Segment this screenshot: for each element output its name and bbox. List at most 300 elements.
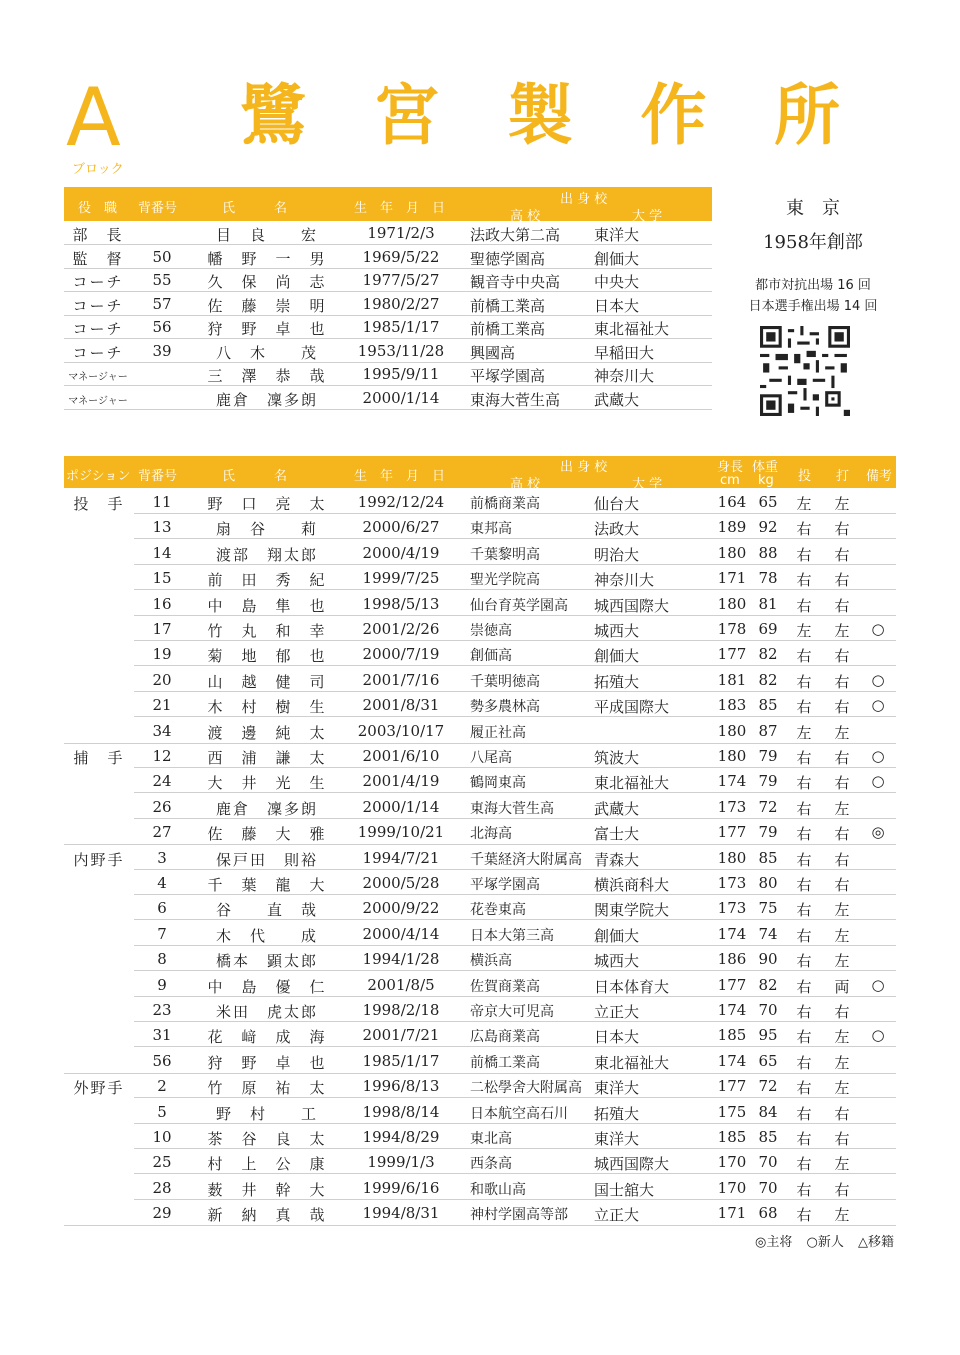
h-cell: 173 (717, 899, 747, 918)
team-char: 製 (507, 76, 573, 154)
birth-cell: 1994/8/31 (362, 1204, 440, 1223)
row-divider (134, 1173, 896, 1174)
team-char: 作 (640, 76, 707, 154)
row-divider (134, 919, 896, 920)
univ-cell: 東洋大 (594, 1079, 640, 1098)
h-cell: 175 (717, 1102, 747, 1121)
t-cell: 右 (796, 1028, 812, 1047)
high-cell: 前橋商業高 (470, 496, 540, 512)
num-cell: 12 (152, 747, 172, 765)
w-cell: 68 (758, 1204, 778, 1223)
num-cell: 17 (152, 620, 172, 638)
b-cell: 右 (834, 672, 850, 691)
b-cell: 右 (834, 1180, 850, 1199)
team-name (240, 76, 840, 154)
univ-cell: 立正大 (594, 1206, 640, 1225)
high-cell: 日本大第三高 (470, 927, 554, 944)
h-cell: 181 (717, 670, 747, 689)
birth-cell: 1998/8/14 (362, 1102, 440, 1121)
name-cell: 村 上 公 康 (207, 1155, 327, 1174)
founded: 1958年創部 (763, 232, 863, 253)
num-cell: 29 (152, 1204, 172, 1223)
player-row (64, 973, 896, 997)
name-cell: 大 井 光 生 (207, 774, 327, 793)
player-row (64, 719, 896, 744)
row-divider (134, 767, 896, 768)
player-row (64, 1049, 896, 1074)
row-divider (134, 945, 896, 946)
t-cell: 左 (796, 723, 812, 742)
row-divider (134, 615, 896, 616)
univ-cell: 東北福祉大 (594, 774, 670, 793)
birth-cell: 1985/1/17 (362, 1051, 440, 1070)
name-cell: 幡 野 一 男 (207, 249, 327, 268)
note-cell: ○ (871, 747, 885, 765)
high-cell: 二松學舍大附属高 (470, 1080, 582, 1097)
h-cell: 180 (717, 747, 747, 765)
w-cell: 72 (758, 1077, 778, 1096)
h-cell: 174 (717, 1001, 747, 1019)
num-cell: 31 (152, 1026, 172, 1045)
hdr-weight: 体重 (752, 460, 779, 475)
num-cell: 15 (152, 569, 172, 588)
player-row (64, 922, 896, 946)
team-char: 所 (774, 76, 840, 154)
name-cell: 三 澤 恭 哉 (207, 367, 327, 385)
name-cell: 中 島 隼 也 (207, 596, 327, 615)
num-cell: 9 (157, 975, 167, 994)
hdr-univ: 大 学 (632, 477, 663, 492)
hdr-throw: 投 (798, 469, 812, 484)
high-cell: 東海大菅生高 (470, 800, 554, 817)
w-cell: 69 (758, 620, 778, 638)
pos-cell: 投 手 (73, 495, 125, 513)
h-cell: 180 (717, 594, 747, 613)
h-cell: 186 (717, 950, 747, 969)
univ-cell: 日本大 (594, 296, 640, 315)
w-cell: 87 (758, 721, 778, 740)
b-cell: 左 (834, 1206, 850, 1225)
t-cell: 右 (796, 647, 812, 666)
high-cell: 千葉黎明高 (470, 546, 540, 563)
row-divider (134, 996, 896, 997)
name-cell: 前 田 秀 紀 (207, 571, 327, 590)
birth-cell: 2001/4/19 (362, 772, 440, 791)
player-row (64, 592, 896, 616)
univ-cell: 拓殖大 (594, 672, 640, 691)
w-cell: 65 (758, 1051, 778, 1070)
b-cell: 左 (834, 495, 850, 513)
name-cell: 花 﨑 成 海 (207, 1028, 327, 1047)
num-cell: 26 (152, 797, 172, 816)
birth-cell: 1971/2/3 (367, 224, 435, 242)
note-cell: ◎ (871, 823, 885, 842)
name-cell: 扇 谷 莉 (215, 520, 318, 539)
high-cell: 平塚学園高 (470, 877, 540, 893)
hdr-bat: 打 (836, 469, 850, 484)
t-cell: 右 (796, 901, 812, 920)
role-cell: 部 長 (72, 226, 124, 244)
birth-cell: 2000/4/14 (362, 924, 440, 943)
univ-cell: 拓殖大 (594, 1104, 640, 1123)
b-cell: 右 (834, 520, 850, 539)
name-cell: 鹿倉 凜多朗 (215, 799, 318, 818)
t-cell: 左 (796, 495, 812, 513)
high-cell: 平塚学園高 (470, 367, 546, 385)
num-cell: 20 (152, 670, 172, 689)
staff-row (64, 292, 712, 316)
row-divider (134, 818, 896, 819)
hdr-birth: 生 年 月 日 (354, 201, 446, 216)
w-cell: 81 (758, 594, 778, 613)
t-cell: 右 (796, 952, 812, 971)
h-cell: 177 (717, 1077, 747, 1096)
t-cell: 右 (796, 926, 812, 945)
row-divider (134, 1046, 896, 1047)
high-cell: 崇徳高 (470, 623, 512, 639)
city-apps: 都市対抗出場 16 回 (755, 278, 871, 293)
high-cell: 広島商業高 (470, 1029, 540, 1046)
birth-cell: 1980/2/27 (362, 294, 440, 313)
h-cell: 177 (717, 645, 747, 664)
h-cell: 171 (717, 1204, 747, 1223)
birth-cell: 2000/4/19 (362, 543, 440, 562)
hdr-univ: 大 学 (632, 209, 663, 224)
w-cell: 75 (758, 899, 778, 918)
t-cell: 右 (796, 1104, 812, 1123)
w-cell: 70 (758, 1178, 778, 1197)
player-row (64, 1125, 896, 1149)
high-cell: 聖徳学園高 (470, 249, 546, 268)
num-cell: 25 (152, 1153, 172, 1172)
note-cell: ○ (871, 1026, 885, 1045)
num-cell: 39 (152, 341, 172, 360)
b-cell: 左 (834, 901, 850, 920)
t-cell: 右 (796, 749, 812, 767)
univ-cell: 東洋大 (594, 1130, 640, 1148)
name-cell: 目 良 宏 (215, 226, 318, 244)
h-cell: 180 (717, 543, 747, 562)
b-cell: 右 (834, 1003, 850, 1021)
high-cell: 東北高 (470, 1131, 512, 1147)
player-row (64, 795, 896, 819)
high-cell: 観音寺中央高 (470, 273, 561, 291)
univ-cell: 青森大 (594, 850, 640, 869)
univ-cell: 武蔵大 (594, 799, 640, 818)
row-divider (134, 1148, 896, 1149)
w-cell: 85 (758, 696, 778, 715)
univ-cell: 平成国際大 (594, 698, 670, 717)
h-cell: 178 (717, 620, 747, 638)
row-divider (134, 1199, 896, 1200)
birth-cell: 1996/8/13 (362, 1077, 440, 1096)
hdr-school-group: 出 身 校 (560, 460, 608, 475)
t-cell: 左 (796, 622, 812, 640)
w-cell: 80 (758, 874, 778, 892)
t-cell: 右 (796, 799, 812, 818)
high-cell: 創価高 (470, 648, 512, 665)
num-cell: 21 (152, 696, 172, 715)
player-row (64, 1074, 896, 1098)
b-cell: 左 (834, 952, 850, 971)
w-cell: 70 (758, 1153, 778, 1172)
name-cell: 狩 野 卓 也 (207, 1053, 327, 1072)
w-cell: 88 (758, 543, 778, 562)
high-cell: 仙台育英学園高 (470, 597, 568, 614)
univ-cell: 立正大 (594, 1003, 640, 1021)
w-cell: 90 (758, 950, 778, 969)
player-row (64, 998, 896, 1022)
name-cell: 野 村 工 (215, 1104, 318, 1123)
num-cell: 50 (152, 247, 172, 266)
t-cell: 右 (796, 1079, 812, 1098)
staff-row (64, 386, 712, 410)
staff-row (64, 362, 712, 386)
role-cell: コーチ (72, 273, 124, 291)
name-cell: 谷 直 哉 (215, 901, 318, 920)
t-cell: 右 (796, 571, 812, 590)
b-cell: 左 (834, 1053, 850, 1072)
hdr-position: ポジション (66, 469, 131, 484)
b-cell: 右 (834, 698, 850, 717)
w-cell: 79 (758, 747, 778, 765)
b-cell: 右 (834, 545, 850, 564)
legend: ◎主将 ○新人 △移籍 (755, 1235, 894, 1250)
t-cell: 右 (796, 876, 812, 894)
player-row (64, 1150, 896, 1174)
birth-cell: 1999/6/16 (362, 1178, 440, 1197)
b-cell: 右 (834, 850, 850, 869)
row-divider (134, 538, 896, 539)
hdr-high: 高 校 (510, 477, 541, 492)
t-cell: 右 (796, 672, 812, 691)
univ-cell: 創価大 (594, 249, 640, 268)
univ-cell: 日本体育大 (594, 977, 670, 996)
row-divider (134, 691, 896, 692)
high-cell: 佐賀商業高 (470, 978, 540, 995)
player-row (64, 947, 896, 971)
hdr-height: 身長 (717, 460, 744, 475)
birth-cell: 2001/7/16 (362, 670, 440, 689)
b-cell: 右 (834, 876, 850, 894)
w-cell: 79 (758, 823, 778, 842)
b-cell: 右 (834, 749, 850, 767)
t-cell: 右 (796, 1130, 812, 1148)
high-cell: 興國高 (470, 343, 516, 362)
univ-cell: 富士大 (594, 825, 640, 844)
birth-cell: 2001/2/26 (362, 620, 440, 638)
name-cell: 千 葉 龍 大 (207, 876, 327, 894)
b-cell: 右 (834, 596, 850, 615)
birth-cell: 1994/7/21 (362, 848, 440, 867)
player-row (64, 541, 896, 565)
univ-cell: 横浜商科大 (594, 876, 670, 894)
num-cell: 7 (157, 924, 167, 943)
team-info (718, 194, 908, 314)
birth-cell: 2003/10/17 (357, 721, 445, 740)
birth-cell: 2000/9/22 (362, 899, 440, 918)
w-cell: 65 (758, 493, 778, 511)
row-divider (134, 970, 896, 971)
t-cell: 右 (796, 977, 812, 996)
row-divider (134, 513, 896, 514)
high-cell: 前橋工業高 (470, 1054, 540, 1071)
h-cell: 177 (717, 823, 747, 842)
row-divider (134, 640, 896, 641)
birth-cell: 2000/6/27 (362, 518, 440, 537)
birth-cell: 2001/8/5 (367, 975, 435, 994)
role-cell: コーチ (72, 296, 124, 315)
player-row (64, 1100, 896, 1124)
birth-cell: 2001/6/10 (362, 747, 440, 765)
b-cell: 右 (834, 774, 850, 793)
staff-table-header (64, 187, 712, 224)
name-cell: 西 浦 謙 太 (207, 749, 327, 767)
birth-cell: 2001/8/31 (362, 696, 440, 715)
birth-cell: 1999/7/25 (362, 569, 440, 588)
name-cell: 野 口 亮 太 (207, 495, 327, 513)
h-cell: 164 (717, 493, 747, 511)
row-divider (134, 716, 896, 717)
b-cell: 右 (834, 1104, 850, 1123)
name-cell: 木 村 樹 生 (207, 698, 327, 717)
high-cell: 神村学園高等部 (470, 1207, 568, 1224)
player-row (64, 1176, 896, 1200)
b-cell: 左 (834, 723, 850, 742)
staff-row (64, 221, 712, 245)
high-cell: 履正社高 (470, 724, 526, 741)
high-cell: 聖光学院高 (470, 572, 540, 589)
univ-cell: 筑波大 (594, 749, 640, 767)
b-cell: 右 (834, 647, 850, 666)
univ-cell: 武蔵大 (594, 390, 640, 409)
univ-cell: 創価大 (594, 926, 640, 945)
univ-cell: 神奈川大 (594, 367, 655, 385)
num-cell: 56 (152, 318, 172, 336)
name-cell: 米田 虎太郎 (215, 1003, 318, 1021)
univ-cell: 国士舘大 (594, 1180, 655, 1199)
w-cell: 74 (758, 924, 778, 943)
name-cell: 木 代 成 (215, 926, 318, 945)
b-cell: 右 (834, 825, 850, 844)
num-cell: 23 (152, 1001, 172, 1019)
name-cell: 竹 丸 和 幸 (207, 622, 327, 640)
role-cell: 監 督 (72, 249, 124, 268)
note-cell: ○ (871, 696, 885, 715)
t-cell: 右 (796, 520, 812, 539)
birth-cell: 1994/8/29 (362, 1128, 440, 1146)
t-cell: 右 (796, 1206, 812, 1225)
high-cell: 前橋工業高 (470, 320, 546, 338)
player-row (64, 896, 896, 920)
univ-cell: 明治大 (594, 545, 640, 564)
birth-cell: 1953/11/28 (357, 341, 445, 360)
univ-cell: 東北福祉大 (594, 320, 670, 338)
hdr-name: 氏 名 (222, 201, 288, 216)
h-cell: 170 (717, 1178, 747, 1197)
birth-cell: 2000/1/14 (362, 797, 440, 816)
univ-cell: 東洋大 (594, 226, 640, 244)
univ-cell: 城西国際大 (594, 596, 670, 615)
hdr-number: 背番号 (138, 469, 178, 484)
w-cell: 92 (758, 518, 778, 537)
high-cell: 法政大第二高 (470, 226, 561, 244)
player-row (64, 515, 896, 539)
high-cell: 花巻東高 (470, 902, 526, 919)
staff-row (64, 268, 712, 292)
num-cell: 16 (152, 594, 172, 613)
num-cell: 34 (152, 721, 172, 740)
num-cell: 19 (152, 645, 172, 664)
staff-row (64, 339, 712, 363)
name-cell: 薮 井 幹 大 (207, 1180, 327, 1199)
w-cell: 82 (758, 975, 778, 994)
high-cell: 千葉経済大附属高 (470, 851, 582, 868)
name-cell: 中 島 優 仁 (207, 977, 327, 996)
name-cell: 渡 邊 純 太 (207, 723, 327, 742)
player-row (64, 693, 896, 717)
w-cell: 79 (758, 772, 778, 791)
num-cell: 55 (152, 271, 172, 289)
name-cell: 佐 藤 大 雅 (207, 825, 327, 844)
player-row (64, 490, 896, 514)
player-row (64, 1023, 896, 1047)
univ-cell: 早稲田大 (594, 343, 655, 362)
hdr-birth: 生 年 月 日 (354, 469, 446, 484)
hdr-weight-unit: kg (758, 473, 774, 488)
t-cell: 右 (796, 545, 812, 564)
high-cell: 八尾高 (470, 750, 512, 766)
player-row (64, 871, 896, 895)
birth-cell: 1977/5/27 (362, 271, 440, 289)
row-divider (134, 869, 896, 870)
univ-cell: 城西大 (594, 622, 640, 640)
num-cell: 57 (152, 294, 172, 313)
hdr-number: 背番号 (138, 201, 178, 216)
high-cell: 千葉明徳高 (470, 673, 540, 690)
player-row (64, 642, 896, 666)
player-table-header (64, 456, 896, 492)
hdr-name: 氏 名 (222, 469, 288, 484)
b-cell: 右 (834, 1130, 850, 1148)
high-cell: 勢多農林高 (470, 699, 540, 716)
row-divider (134, 1123, 896, 1124)
row-divider (134, 665, 896, 666)
w-cell: 85 (758, 848, 778, 867)
hdr-note: 備考 (866, 469, 893, 484)
name-cell: 保戸田 則裕 (215, 850, 318, 869)
b-cell: 左 (834, 1079, 850, 1098)
t-cell: 右 (796, 1003, 812, 1021)
h-cell: 173 (717, 797, 747, 816)
player-row (64, 617, 896, 641)
univ-cell: 城西国際大 (594, 1155, 670, 1174)
t-cell: 右 (796, 850, 812, 869)
high-cell: 日本航空高石川 (470, 1105, 568, 1122)
univ-cell: 法政大 (594, 520, 640, 539)
birth-cell: 1998/2/18 (362, 1001, 440, 1019)
name-cell: 山 越 健 司 (207, 672, 327, 691)
pos-cell: 外野手 (73, 1079, 125, 1098)
t-cell: 右 (796, 825, 812, 844)
hdr-high: 高 校 (510, 209, 541, 224)
high-cell: 北海高 (470, 826, 512, 843)
univ-cell: 城西大 (594, 952, 640, 971)
player-row (64, 769, 896, 793)
num-cell: 13 (152, 518, 172, 537)
num-cell: 14 (152, 543, 172, 562)
role-cell: マネージャー (68, 395, 128, 407)
